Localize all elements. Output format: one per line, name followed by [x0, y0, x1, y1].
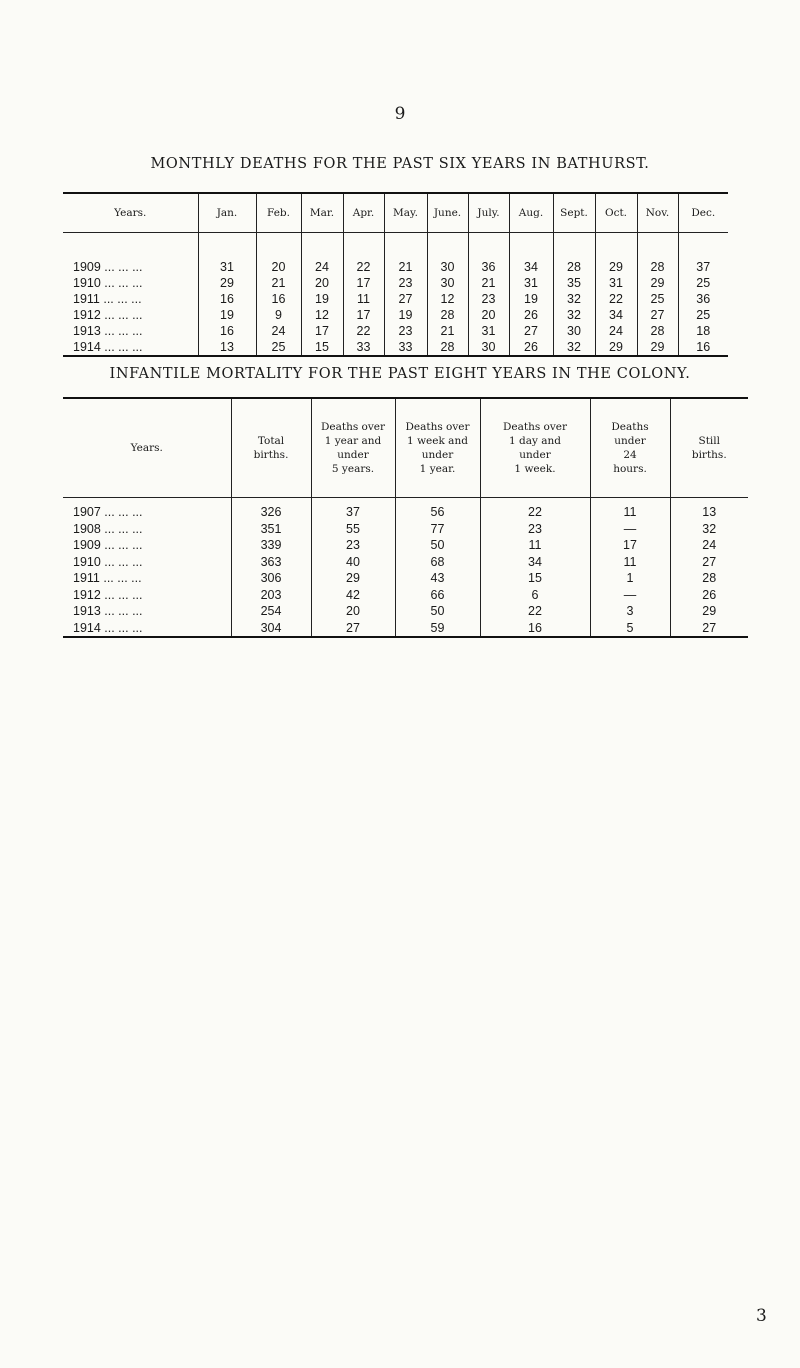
monthly-deaths-header-cell: Years. — [63, 193, 198, 233]
monthly-deaths-table — [63, 192, 728, 357]
value-cell: 23 — [384, 323, 427, 339]
value-cell: 29 — [670, 603, 748, 620]
infantile-mortality-header-cell: Still births. — [670, 398, 748, 498]
value-cell: 26 — [509, 307, 553, 323]
value-cell: 11 — [343, 291, 384, 307]
value-cell: 55 — [311, 521, 395, 538]
value-cell: 9 — [256, 307, 301, 323]
corner-mark: 3 — [756, 1306, 767, 1326]
value-cell: 28 — [670, 570, 748, 587]
year-cell: 1912 ... ... ... — [73, 587, 143, 602]
monthly-deaths-header-cell: Oct. — [595, 193, 637, 233]
value-cell: 34 — [509, 259, 553, 275]
monthly-deaths-header-cell: Dec. — [678, 193, 728, 233]
value-cell: 33 — [343, 339, 384, 356]
value-cell: 34 — [595, 307, 637, 323]
value-cell: 16 — [678, 339, 728, 356]
value-cell: 29 — [637, 275, 678, 291]
infantile-mortality-header-cell: Total births. — [231, 398, 311, 498]
value-cell: 21 — [256, 275, 301, 291]
table-row — [63, 570, 748, 587]
infantile-mortality-header-row — [63, 398, 748, 498]
value-cell: 29 — [595, 339, 637, 356]
table-row — [63, 291, 728, 307]
value-cell: 18 — [678, 323, 728, 339]
value-cell: 28 — [637, 323, 678, 339]
spacer-cell — [595, 233, 637, 260]
value-cell: 42 — [311, 587, 395, 604]
value-cell: 326 — [231, 504, 311, 521]
value-cell: 16 — [480, 620, 590, 638]
value-cell: 28 — [427, 307, 468, 323]
value-cell: 36 — [468, 259, 509, 275]
value-cell: 30 — [553, 323, 595, 339]
value-cell: 22 — [595, 291, 637, 307]
value-cell: 23 — [480, 521, 590, 538]
table-row — [63, 323, 728, 339]
value-cell: 21 — [384, 259, 427, 275]
year-cell: 1913 ... ... ... — [73, 324, 143, 338]
year-cell: 1910 ... ... ... — [73, 276, 143, 290]
value-cell: 22 — [343, 259, 384, 275]
value-cell: 25 — [678, 307, 728, 323]
year-cell: 1910 ... ... ... — [73, 554, 143, 569]
infantile-mortality-header-cell: Deaths under 24 hours. — [590, 398, 670, 498]
infantile-mortality-header-cell: Deaths over 1 day and under 1 week. — [480, 398, 590, 498]
monthly-deaths-header-cell: Mar. — [301, 193, 343, 233]
year-cell: 1913 ... ... ... — [73, 604, 143, 619]
value-cell: 3 — [590, 603, 670, 620]
value-cell: 28 — [637, 259, 678, 275]
infantile-mortality-header-cell: Years. — [63, 398, 231, 498]
spacer-cell — [427, 233, 468, 260]
value-cell: 11 — [480, 537, 590, 554]
table-row — [63, 275, 728, 291]
year-cell: 1912 ... ... ... — [73, 308, 143, 322]
value-cell: 19 — [384, 307, 427, 323]
value-cell: 1 — [590, 570, 670, 587]
value-cell: 50 — [395, 603, 480, 620]
value-cell: 37 — [311, 504, 395, 521]
year-cell: 1907 ... ... ... — [73, 505, 143, 520]
value-cell: 20 — [311, 603, 395, 620]
value-cell: 26 — [670, 587, 748, 604]
value-cell: 27 — [637, 307, 678, 323]
year-cell: 1914 ... ... ... — [73, 340, 143, 354]
value-cell: 77 — [395, 521, 480, 538]
year-cell: 1911 ... ... ... — [73, 571, 142, 586]
monthly-deaths-header-cell: Apr. — [343, 193, 384, 233]
value-cell: 23 — [311, 537, 395, 554]
monthly-deaths-header-cell: Jan. — [198, 193, 256, 233]
value-cell: 66 — [395, 587, 480, 604]
value-cell: 203 — [231, 587, 311, 604]
value-cell: 31 — [595, 275, 637, 291]
spacer-cell — [301, 233, 343, 260]
table-row — [63, 259, 728, 275]
value-cell: 50 — [395, 537, 480, 554]
value-cell: 25 — [256, 339, 301, 356]
value-cell: 24 — [670, 537, 748, 554]
value-cell: 31 — [198, 259, 256, 275]
value-cell: 16 — [256, 291, 301, 307]
spacer-cell — [63, 233, 198, 260]
value-cell: 12 — [427, 291, 468, 307]
monthly-deaths-title: MONTHLY DEATHS FOR THE PAST SIX YEARS IN BATHURST. — [150, 156, 650, 172]
monthly-deaths-header-cell: Nov. — [637, 193, 678, 233]
value-cell: 24 — [301, 259, 343, 275]
table-row — [63, 620, 748, 638]
infantile-mortality-header-cell: Deaths over 1 week and under 1 year. — [395, 398, 480, 498]
monthly-deaths-header-cell: July. — [468, 193, 509, 233]
value-cell: 363 — [231, 554, 311, 571]
year-cell: 1909 ... ... ... — [73, 538, 143, 553]
value-cell: 30 — [427, 259, 468, 275]
spacer-cell — [343, 233, 384, 260]
value-cell: — — [590, 587, 670, 604]
spacer-cell — [553, 233, 595, 260]
value-cell: 32 — [553, 291, 595, 307]
value-cell: 23 — [468, 291, 509, 307]
value-cell: 30 — [468, 339, 509, 356]
table-row — [63, 504, 748, 521]
value-cell: 19 — [301, 291, 343, 307]
table-row — [63, 537, 748, 554]
value-cell: 23 — [384, 275, 427, 291]
value-cell: 27 — [384, 291, 427, 307]
year-cell: 1908 ... ... ... — [73, 521, 143, 536]
value-cell: 17 — [343, 307, 384, 323]
value-cell: 40 — [311, 554, 395, 571]
value-cell: 17 — [590, 537, 670, 554]
spacer-cell — [198, 233, 256, 260]
value-cell: 11 — [590, 504, 670, 521]
value-cell: 31 — [509, 275, 553, 291]
value-cell: 26 — [509, 339, 553, 356]
value-cell: 304 — [231, 620, 311, 638]
value-cell: 32 — [670, 521, 748, 538]
value-cell: 27 — [670, 554, 748, 571]
value-cell: 5 — [590, 620, 670, 638]
value-cell: 17 — [301, 323, 343, 339]
value-cell: 30 — [427, 275, 468, 291]
value-cell: 13 — [198, 339, 256, 356]
value-cell: — — [590, 521, 670, 538]
table-row — [63, 587, 748, 604]
value-cell: 22 — [480, 603, 590, 620]
value-cell: 31 — [468, 323, 509, 339]
infantile-mortality-table — [63, 397, 748, 638]
value-cell: 22 — [480, 504, 590, 521]
monthly-deaths-header-cell: Feb. — [256, 193, 301, 233]
monthly-deaths-header-cell: May. — [384, 193, 427, 233]
value-cell: 37 — [678, 259, 728, 275]
value-cell: 17 — [343, 275, 384, 291]
value-cell: 29 — [198, 275, 256, 291]
value-cell: 24 — [595, 323, 637, 339]
year-cell: 1914 ... ... ... — [73, 620, 143, 635]
value-cell: 34 — [480, 554, 590, 571]
value-cell: 21 — [468, 275, 509, 291]
value-cell: 351 — [231, 521, 311, 538]
value-cell: 15 — [480, 570, 590, 587]
value-cell: 36 — [678, 291, 728, 307]
monthly-deaths-header-cell: Sept. — [553, 193, 595, 233]
spacer-cell — [384, 233, 427, 260]
value-cell: 33 — [384, 339, 427, 356]
monthly-deaths-header-row — [63, 193, 728, 233]
value-cell: 56 — [395, 504, 480, 521]
value-cell: 19 — [198, 307, 256, 323]
value-cell: 12 — [301, 307, 343, 323]
value-cell: 13 — [670, 504, 748, 521]
spacer-cell — [637, 233, 678, 260]
spacer-cell — [509, 233, 553, 260]
value-cell: 43 — [395, 570, 480, 587]
value-cell: 59 — [395, 620, 480, 638]
value-cell: 27 — [509, 323, 553, 339]
value-cell: 254 — [231, 603, 311, 620]
value-cell: 24 — [256, 323, 301, 339]
infantile-mortality-header-cell: Deaths over 1 year and under 5 years. — [311, 398, 395, 498]
table-row — [63, 603, 748, 620]
value-cell: 20 — [256, 259, 301, 275]
value-cell: 19 — [509, 291, 553, 307]
value-cell: 22 — [343, 323, 384, 339]
spacer-cell — [468, 233, 509, 260]
value-cell: 28 — [553, 259, 595, 275]
spacer-cell — [678, 233, 728, 260]
table-row — [63, 339, 728, 356]
value-cell: 16 — [198, 323, 256, 339]
infantile-mortality-title: INFANTILE MORTALITY FOR THE PAST EIGHT YEARS IN THE COLONY. — [109, 366, 691, 382]
table-row — [63, 307, 728, 323]
value-cell: 32 — [553, 307, 595, 323]
value-cell: 339 — [231, 537, 311, 554]
value-cell: 35 — [553, 275, 595, 291]
value-cell: 25 — [678, 275, 728, 291]
year-cell: 1911 ... ... ... — [73, 292, 142, 306]
value-cell: 29 — [595, 259, 637, 275]
table-row — [63, 521, 748, 538]
value-cell: 20 — [468, 307, 509, 323]
spacer-cell — [256, 233, 301, 260]
value-cell: 32 — [553, 339, 595, 356]
monthly-deaths-header-cell: Aug. — [509, 193, 553, 233]
year-cell: 1909 ... ... ... — [73, 260, 143, 274]
value-cell: 306 — [231, 570, 311, 587]
value-cell: 20 — [301, 275, 343, 291]
value-cell: 6 — [480, 587, 590, 604]
value-cell: 16 — [198, 291, 256, 307]
value-cell: 29 — [311, 570, 395, 587]
value-cell: 27 — [311, 620, 395, 638]
value-cell: 68 — [395, 554, 480, 571]
value-cell: 28 — [427, 339, 468, 356]
value-cell: 29 — [637, 339, 678, 356]
monthly-deaths-header-cell: June. — [427, 193, 468, 233]
table-row — [63, 554, 748, 571]
value-cell: 11 — [590, 554, 670, 571]
value-cell: 15 — [301, 339, 343, 356]
page-number: 9 — [394, 104, 406, 124]
value-cell: 25 — [637, 291, 678, 307]
value-cell: 21 — [427, 323, 468, 339]
value-cell: 27 — [670, 620, 748, 638]
